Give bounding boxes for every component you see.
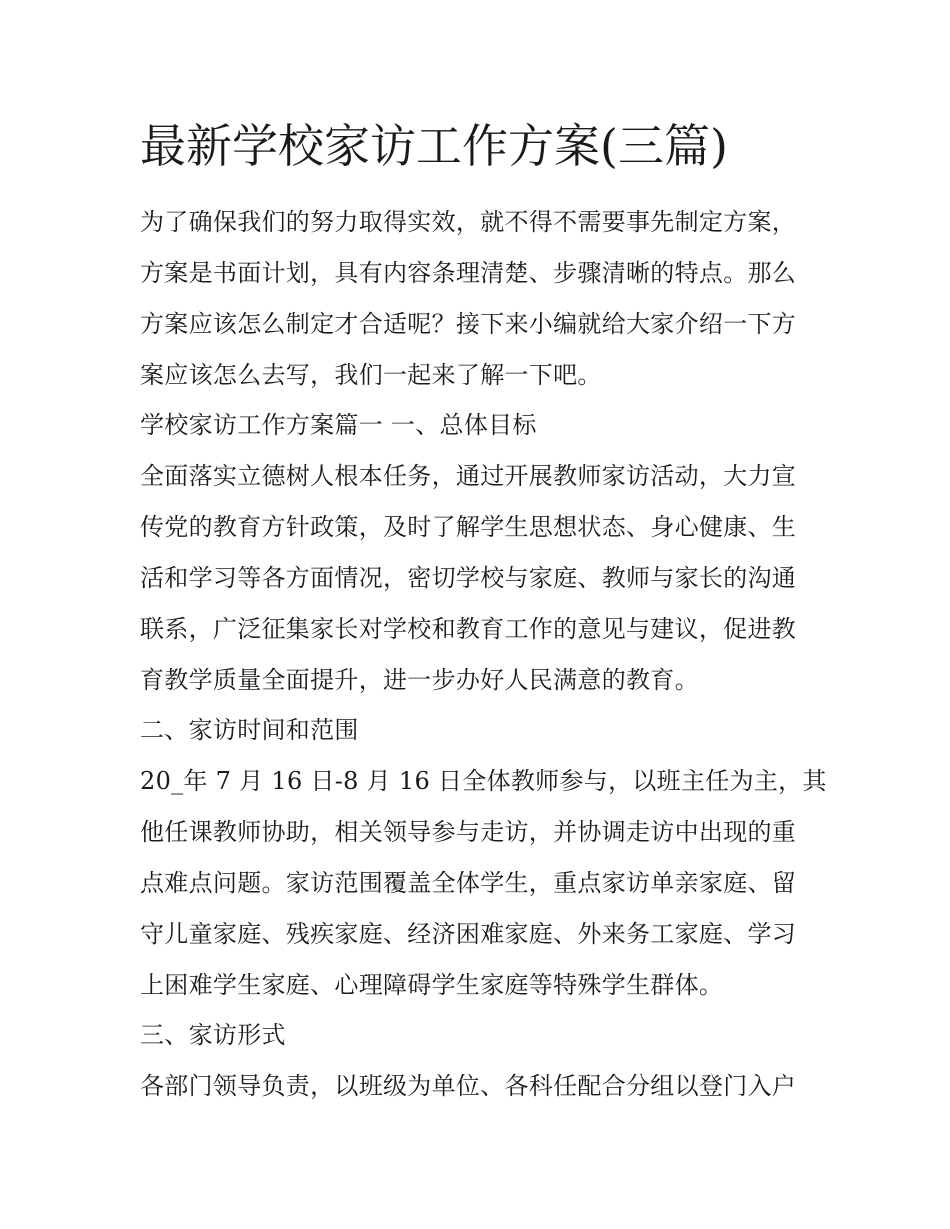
paragraph-line: 案应该怎么去写，我们一起来了解一下吧。	[140, 361, 602, 389]
paragraph-line: 上困难学生家庭、心理障碍学生家庭等特殊学生群体。	[140, 971, 724, 999]
paragraph-line: 联系，广泛征集家长对学校和教育工作的意见与建议，促进教	[140, 615, 797, 643]
paragraph-line: 方案是书面计划，具有内容条理清楚、步骤清晰的特点。那么	[140, 259, 797, 287]
paragraph-line: 各部门领导负责，以班级为单位、各科任配合分组以登门入户	[140, 1072, 797, 1100]
document-title: 最新学校家访工作方案(三篇)	[140, 119, 728, 173]
paragraph-line: 点难点问题。家访范围覆盖全体学生，重点家访单亲家庭、留	[140, 869, 797, 897]
paragraph-line: 全面落实立德树人根本任务，通过开展教师家访活动，大力宣	[140, 462, 797, 490]
section-heading: 二、家访时间和范围	[140, 716, 359, 744]
paragraph-line: 育教学质量全面提升，进一步办好人民满意的教育。	[140, 666, 699, 694]
section-heading: 三、家访形式	[140, 1021, 286, 1049]
paragraph-line: 他任课教师协助，相关领导参与走访，并协调走访中出现的重	[140, 818, 797, 846]
section-heading: 学校家访工作方案篇一 一、总体目标	[140, 411, 537, 439]
paragraph-line: 传党的教育方针政策，及时了解学生思想状态、身心健康、生	[140, 513, 797, 541]
paragraph-line: 守儿童家庭、残疾家庭、经济困难家庭、外来务工家庭、学习	[140, 920, 797, 948]
paragraph-line: 为了确保我们的努力取得实效，就不得不需要事先制定方案，	[140, 208, 797, 236]
paragraph-line: 活和学习等各方面情况，密切学校与家庭、教师与家长的沟通	[140, 564, 797, 592]
paragraph-line: 20_年 7 月 16 日-8 月 16 日全体教师参与，以班主任为主，其	[140, 767, 827, 795]
paragraph-line: 方案应该怎么制定才合适呢？接下来小编就给大家介绍一下方	[140, 310, 797, 338]
